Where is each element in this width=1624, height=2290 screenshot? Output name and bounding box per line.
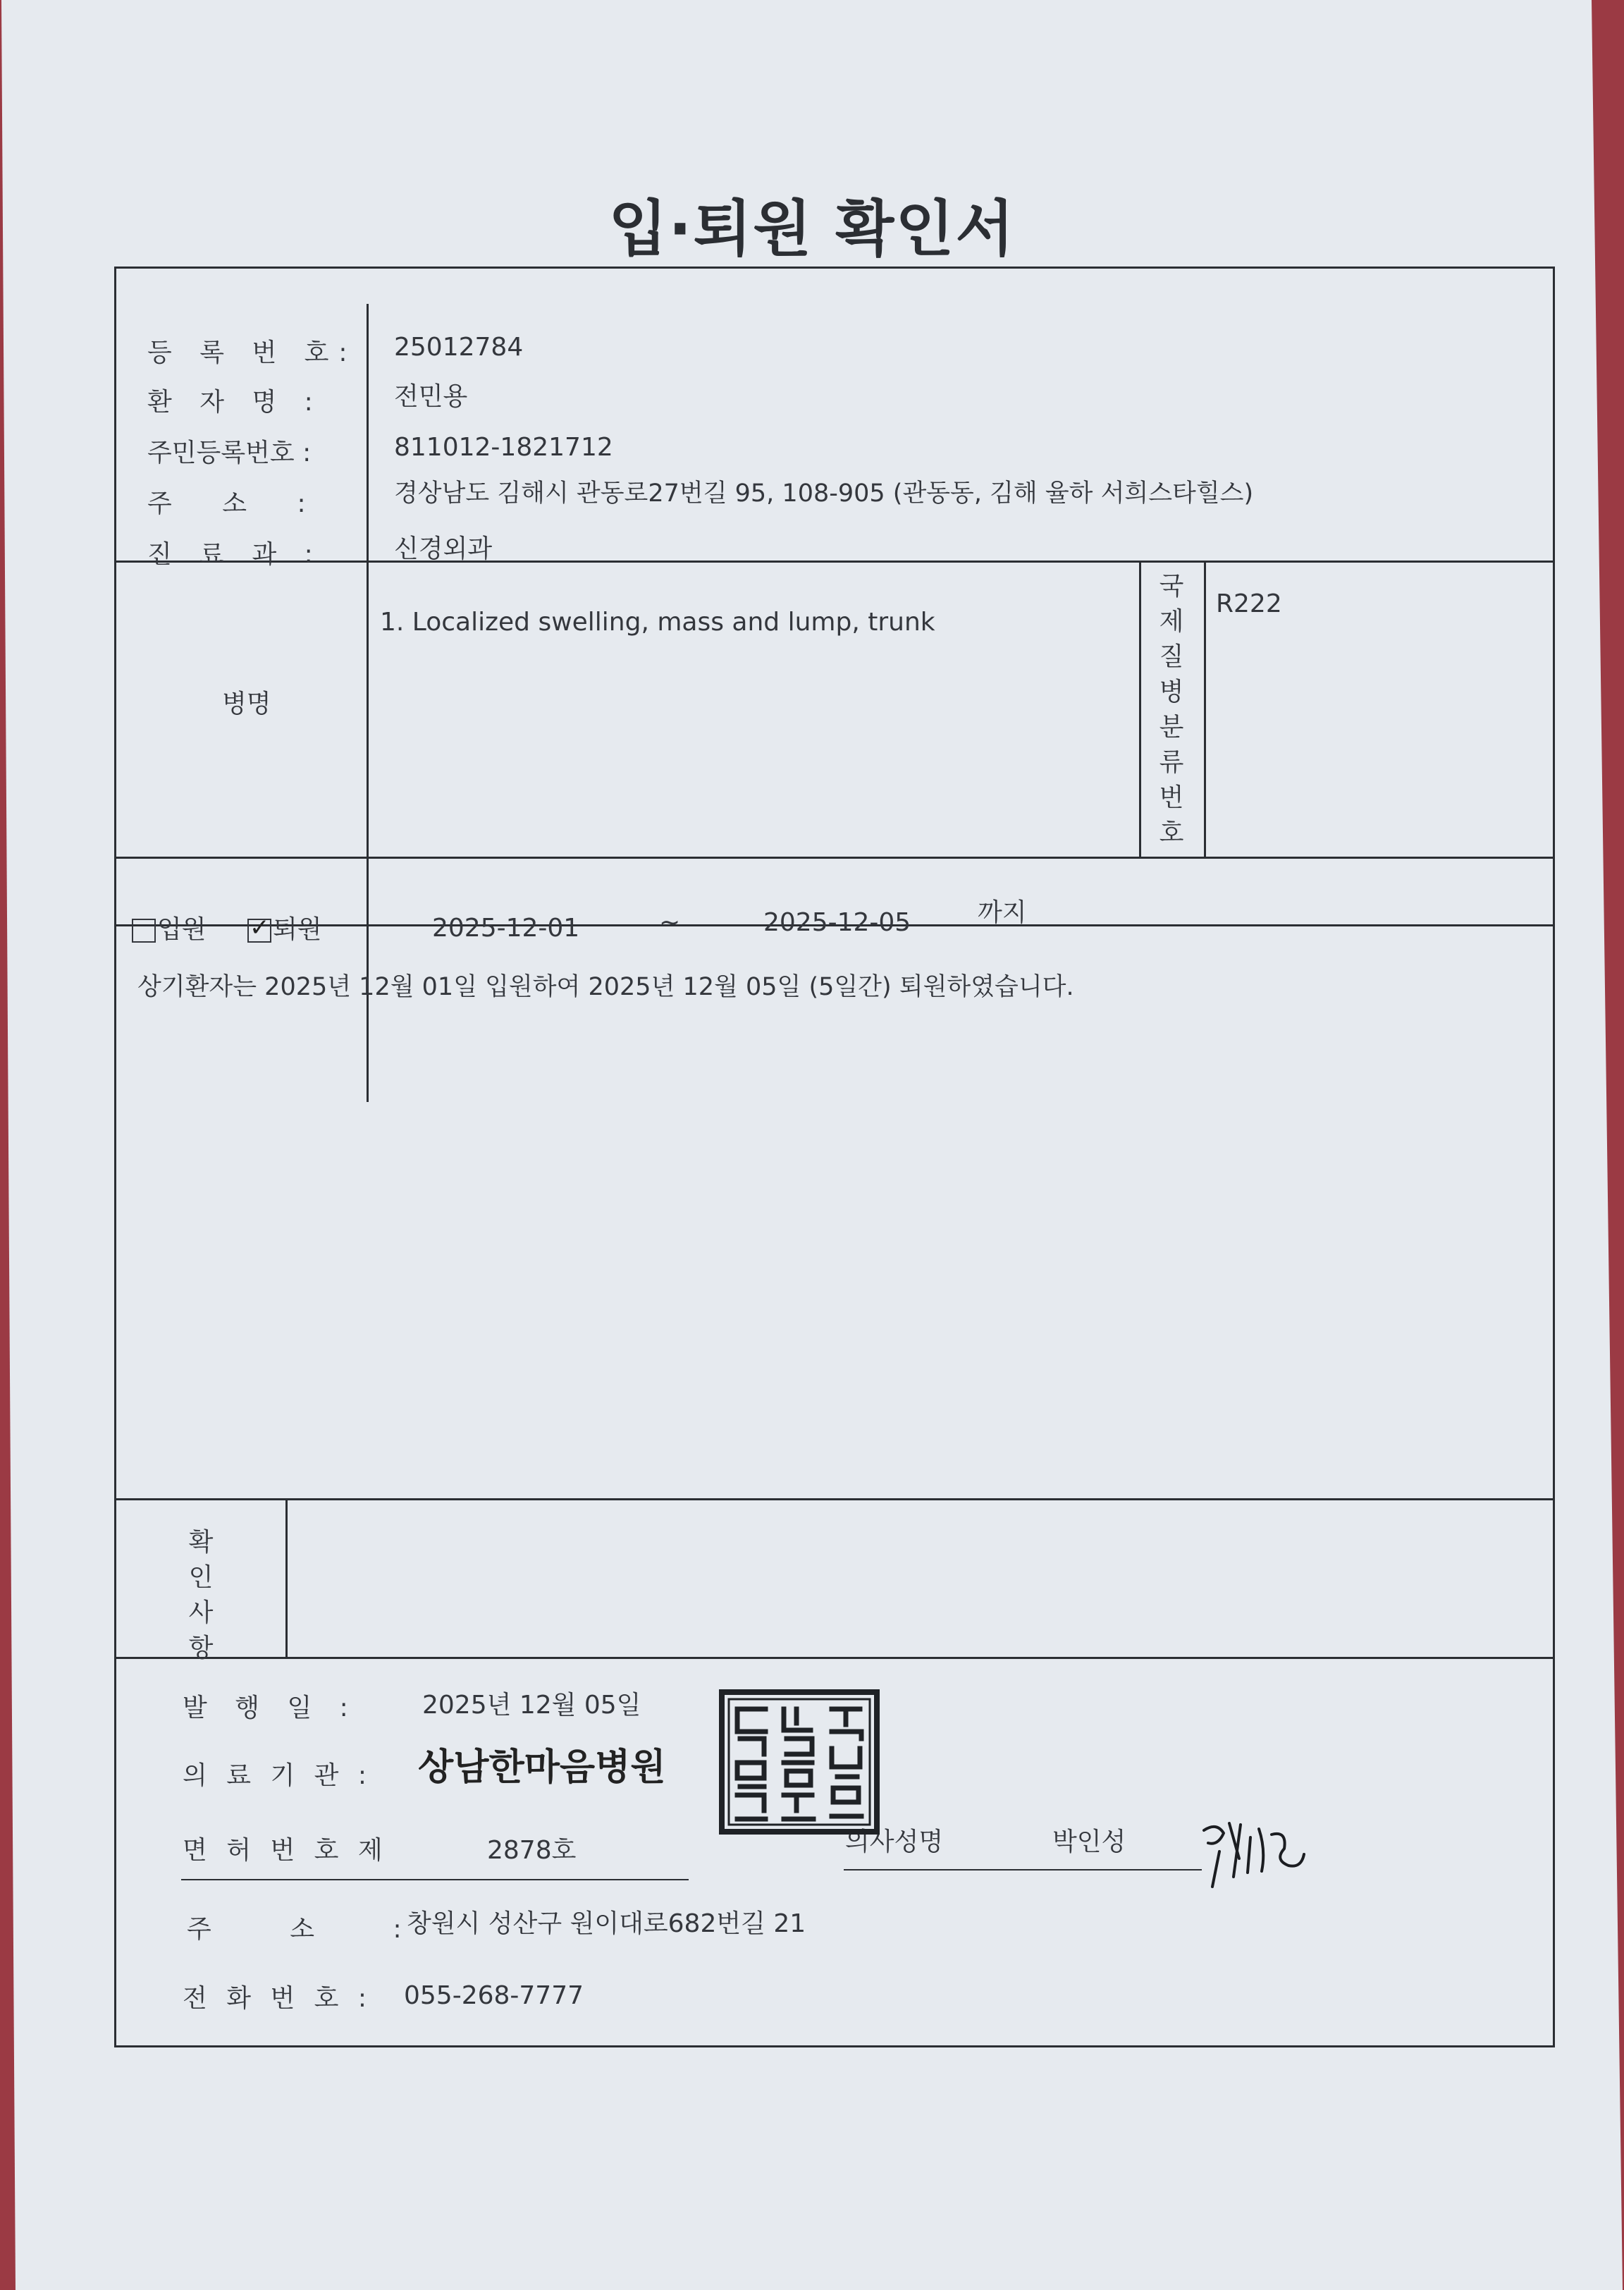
doctor-label: 의사성명 bbox=[845, 1827, 944, 1856]
hospital-address-value: 창원시 성산구 원이대로682번길 21 bbox=[407, 1909, 806, 1938]
period-until: 까지 bbox=[978, 898, 1027, 927]
row-divider-diagnosis bbox=[116, 857, 1553, 859]
rrn-label: 주민등록번호 : bbox=[147, 439, 312, 467]
address-label: 주 소 : bbox=[147, 489, 306, 518]
reg-number-label: 등 록 번 호: bbox=[147, 338, 357, 367]
patient-name-value: 전민용 bbox=[394, 382, 468, 411]
doctor-signature-icon bbox=[1198, 1809, 1311, 1894]
address-value: 경상남도 김해시 관동로27번길 95, 108-905 (관동동, 김해 율하 서희스타힐스) bbox=[394, 479, 1254, 508]
admission-label: 입원 bbox=[157, 915, 207, 944]
license-label: 면 허 번 호 제 bbox=[183, 1836, 388, 1865]
icd-left-divider bbox=[1139, 561, 1141, 857]
institution-label: 의 료 기 관 : bbox=[183, 1761, 373, 1790]
confirm-content bbox=[293, 1507, 1547, 1648]
confirm-divider bbox=[285, 1498, 288, 1657]
period-end: 2025-12-05 bbox=[763, 908, 911, 937]
confirm-label: 확 인 사 항 bbox=[188, 1528, 214, 1663]
discharge-checkbox[interactable] bbox=[247, 919, 271, 943]
diagnosis-label: 병명 bbox=[222, 690, 271, 718]
phone-value: 055-268-7777 bbox=[404, 1981, 584, 2010]
doctor-value: 박인성 bbox=[1052, 1827, 1126, 1856]
license-value: 2878호 bbox=[487, 1836, 577, 1865]
rrn-value: 811012-1821712 bbox=[394, 433, 613, 462]
department-label: 진 료 과 : bbox=[147, 540, 323, 569]
hospital-address-label: 주 소 : bbox=[187, 1915, 402, 1944]
row-divider-confirm bbox=[116, 1657, 1553, 1659]
department-value: 신경외과 bbox=[394, 534, 493, 563]
discharge-label: 퇴원 bbox=[273, 915, 322, 944]
reg-number-value: 25012784 bbox=[394, 333, 524, 362]
diagnosis-value: 1. Localized swelling, mass and lump, trunk bbox=[380, 608, 935, 637]
institution-value: 상남한마음병원 bbox=[418, 1746, 666, 1789]
icd-value: R222 bbox=[1216, 589, 1282, 618]
admission-checkbox[interactable] bbox=[132, 919, 156, 943]
icd-right-divider bbox=[1204, 561, 1206, 857]
period-start: 2025-12-01 bbox=[432, 914, 580, 943]
row-divider-info bbox=[116, 561, 1553, 563]
patient-name-label: 환 자 명 : bbox=[147, 388, 323, 417]
issue-date-value: 2025년 12월 05일 bbox=[422, 1691, 641, 1720]
statement-text: 상기환자는 2025년 12월 01일 입원하여 2025년 12월 05일 (5일간) 퇴원하였습니다. bbox=[137, 973, 1074, 1001]
row-divider-statement bbox=[116, 1498, 1553, 1500]
document-title: 입·퇴원 확인서 bbox=[608, 194, 1016, 264]
doctor-underline bbox=[844, 1869, 1202, 1870]
period-separator: ~ bbox=[659, 908, 681, 937]
hospital-seal-icon bbox=[719, 1689, 880, 1835]
icd-label: 국 제 질 병 분 류 번 호 bbox=[1159, 572, 1184, 847]
license-underline bbox=[181, 1879, 689, 1880]
phone-label: 전 화 번 호 : bbox=[183, 1984, 373, 2013]
issue-date-label: 발 행 일 : bbox=[183, 1694, 358, 1722]
